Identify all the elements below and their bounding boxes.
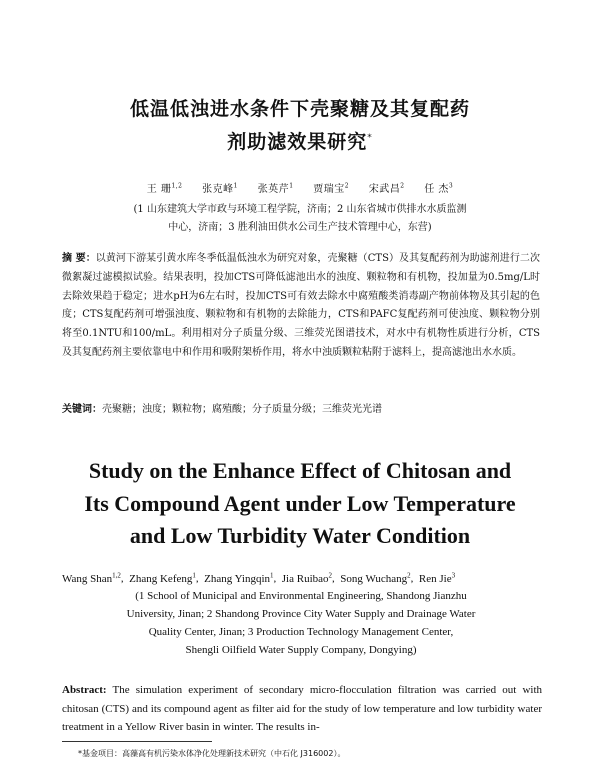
cn-author: 张克峰$^1$ [202,182,238,195]
chinese-affiliation-line-2: 中心，济南；3 胜利油田供水公司生产技术管理中心，东营) [168,222,432,233]
funding-footnote: *基金项目：高藻高有机污染水体净化处理新技术研究（中石化 J316002）。 [78,749,346,758]
en-author: Zhang Kefeng$^1$ [129,571,196,585]
en-author: Zhang Yingqin$^1$ [204,571,274,585]
footnote-divider [62,741,212,742]
cn-author: 贾瑞宝$^2$ [313,182,350,195]
chinese-abstract-label: 摘 要： [62,253,96,264]
chinese-title-line-2-text: 剂助滤效果研究 [227,131,368,153]
english-author-list: Wang Shan$^{1,2}$, Zhang Kefeng$^1$, Zhang Yingqin$^1$, Jia Ruibao$^2$, Song Wuchang$^2$, Ren Jie$^3$ [62,571,456,585]
chinese-affiliation-line-1: (1 山东建筑大学市政与环境工程学院，济南；2 山东省城市供排水水质监测 [133,204,467,215]
english-abstract [62,681,542,737]
chinese-abstract-text: 以黄河下游某引黄水库冬季低温低浊水为研究对象，壳聚糖（CTS）及其复配药剂为助滤剂进行二次微絮凝过滤模拟试验。结果表明，投加CTS可降低滤池出水的浊度、颗粒物和有机物，投加量为0.5mg/L时去除效果趋于稳定；进水pH为6左右时，投加CTS可有效去除水中腐殖酸类消毒副产物前体物及其引起的色度；CTS复配药剂可增强浊度、颗粒物和有机物的去除能力，CTS和PAFC复配药剂可使浊度、颗粒物分别将至0.1NTU和100/mL。利用相对分子质量分级、三维荧光图谱技术，对水中有机物性质进行分析，CTS及其复配药剂主要依靠电中和作用和吸附架桥作用，将水中浊质颗粒粘附于滤料上，提高滤池出水水质。 [62,253,541,358]
chinese-title-line-1: 低温低浊进水条件下壳聚糖及其复配药 [129,98,470,120]
english-title-line-3: and Low Turbidity Water Condition [129,523,471,548]
title-footnote-marker: * [367,133,373,143]
cn-author: 任 杰$^3$ [424,182,454,195]
en-author: Song Wuchang$^2$ [340,571,411,585]
english-abstract-label: Abstract: [62,684,107,696]
english-abstract-text: The simulation experiment of secondary micro-flocculation filtration was carried out with chitosan (CTS) and its compound agent as filter aid for the study of low temperature and low turbidity water treatment in a Yellow River basin in winter. The results in- [62,684,542,733]
english-affiliation-line-2: University, Jinan; 2 Shandong Province City Water Supply and Drainage Water [126,608,476,620]
chinese-keywords [62,401,540,419]
cn-author: 宋武昌$^2$ [368,182,405,195]
en-author: Jia Ruibao$^2$ [281,571,333,585]
cn-author: 张英芹$^1$ [257,182,294,195]
english-title-line-1: Study on the Enhance Effect of Chitosan and [88,458,512,483]
chinese-keywords-text: 壳聚糖；浊度；颗粒物；腐殖酸；分子质量分级；三维荧光光谱 [102,404,382,415]
english-affiliation-line-1: (1 School of Municipal and Environmental Engineering, Shandong Jianzhu [135,590,467,602]
chinese-author-list [0,180,600,195]
en-author: Wang Shan$^{1,2}$ [62,571,121,585]
chinese-abstract [62,250,540,363]
en-author: Ren Jie$^3$ [418,571,456,585]
english-affiliation-line-4: Shengli Oilfield Water Supply Company, Dongying) [185,644,417,656]
english-title-line-2: Its Compound Agent under Low Temperature [84,491,516,516]
english-affiliation-line-3: Quality Center, Jinan; 3 Production Technology Management Center, [148,626,454,638]
chinese-keywords-label: 关键词： [62,404,102,415]
cn-author: 王 珊$^{1,2}$ [146,182,183,195]
chinese-title-line-2 [0,127,600,154]
